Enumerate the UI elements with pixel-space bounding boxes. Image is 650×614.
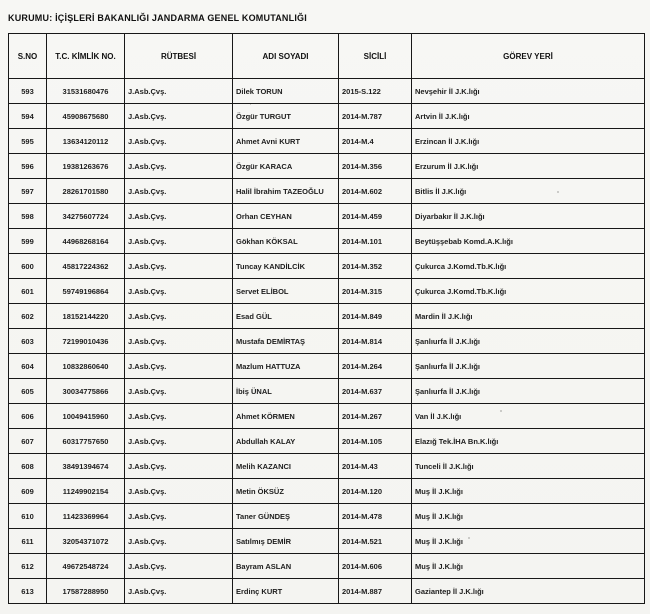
cell-gorev-yeri: Muş İl J.K.lığı	[412, 529, 645, 554]
cell-sicili: 2014-M.814	[339, 329, 412, 354]
table-row	[9, 329, 645, 354]
cell-sicili: 2014-M.787	[339, 104, 412, 129]
cell-s-no: 600	[9, 254, 47, 279]
col-s-no: S.NO	[9, 34, 47, 79]
cell-rutbesi: J.Asb.Çvş.	[125, 504, 233, 529]
cell-rutbesi: J.Asb.Çvş.	[125, 329, 233, 354]
table-row	[9, 254, 645, 279]
cell-s-no: 612	[9, 554, 47, 579]
cell-s-no: 595	[9, 129, 47, 154]
cell-tc-kimlik-no: 10832860640	[47, 354, 125, 379]
cell-s-no: 596	[9, 154, 47, 179]
cell-s-no: 609	[9, 479, 47, 504]
table-row	[9, 79, 645, 104]
cell-gorev-yeri: Şanlıurfa İl J.K.lığı	[412, 329, 645, 354]
cell-gorev-yeri: Beytüşşebab Komd.A.K.lığı	[412, 229, 645, 254]
cell-rutbesi: J.Asb.Çvş.	[125, 529, 233, 554]
cell-adi-soyadi: Mazlum HATTUZA	[233, 354, 339, 379]
cell-tc-kimlik-no: 44968268164	[47, 229, 125, 254]
cell-gorev-yeri: Şanlıurfa İl J.K.lığı	[412, 354, 645, 379]
cell-sicili: 2014-M.4	[339, 129, 412, 154]
cell-sicili: 2014-M.637	[339, 379, 412, 404]
cell-gorev-yeri: Tunceli İl J.K.lığı	[412, 454, 645, 479]
cell-rutbesi: J.Asb.Çvş.	[125, 254, 233, 279]
cell-s-no: 607	[9, 429, 47, 454]
cell-gorev-yeri: Elazığ Tek.İHA Bn.K.lığı	[412, 429, 645, 454]
cell-adi-soyadi: Servet ELİBOL	[233, 279, 339, 304]
cell-sicili: 2014-M.887	[339, 579, 412, 604]
cell-rutbesi: J.Asb.Çvş.	[125, 404, 233, 429]
table-row	[9, 354, 645, 379]
cell-sicili: 2014-M.459	[339, 204, 412, 229]
table-row	[9, 204, 645, 229]
table-row	[9, 504, 645, 529]
cell-rutbesi: J.Asb.Çvş.	[125, 229, 233, 254]
cell-rutbesi: J.Asb.Çvş.	[125, 379, 233, 404]
cell-adi-soyadi: Tuncay KANDİLCİK	[233, 254, 339, 279]
table-row	[9, 279, 645, 304]
table-row	[9, 104, 645, 129]
cell-adi-soyadi: Ahmet KÖRMEN	[233, 404, 339, 429]
cell-gorev-yeri: Mardin İl J.K.lığı	[412, 304, 645, 329]
cell-adi-soyadi: Abdullah KALAY	[233, 429, 339, 454]
cell-rutbesi: J.Asb.Çvş.	[125, 479, 233, 504]
cell-gorev-yeri: Diyarbakır İl J.K.lığı	[412, 204, 645, 229]
cell-s-no: 611	[9, 529, 47, 554]
cell-adi-soyadi: Satılmış DEMİR	[233, 529, 339, 554]
cell-adi-soyadi: Özgür KARACA	[233, 154, 339, 179]
cell-gorev-yeri: Muş İl J.K.lığı	[412, 554, 645, 579]
cell-gorev-yeri: Erzincan İl J.K.lığı	[412, 129, 645, 154]
cell-adi-soyadi: Özgür TURGUT	[233, 104, 339, 129]
cell-s-no: 606	[9, 404, 47, 429]
cell-s-no: 608	[9, 454, 47, 479]
cell-gorev-yeri: Çukurca J.Komd.Tb.K.lığı	[412, 254, 645, 279]
cell-rutbesi: J.Asb.Çvş.	[125, 454, 233, 479]
cell-sicili: 2014-M.849	[339, 304, 412, 329]
cell-sicili: 2014-M.478	[339, 504, 412, 529]
cell-tc-kimlik-no: 49672548724	[47, 554, 125, 579]
cell-tc-kimlik-no: 18152144220	[47, 304, 125, 329]
cell-rutbesi: J.Asb.Çvş.	[125, 129, 233, 154]
cell-adi-soyadi: Mustafa DEMİRTAŞ	[233, 329, 339, 354]
cell-tc-kimlik-no: 19381263676	[47, 154, 125, 179]
cell-tc-kimlik-no: 10049415960	[47, 404, 125, 429]
cell-tc-kimlik-no: 34275607724	[47, 204, 125, 229]
cell-gorev-yeri: Çukurca J.Komd.Tb.K.lığı	[412, 279, 645, 304]
cell-tc-kimlik-no: 13634120112	[47, 129, 125, 154]
cell-adi-soyadi: Halil İbrahim TAZEOĞLU	[233, 179, 339, 204]
cell-tc-kimlik-no: 59749196864	[47, 279, 125, 304]
table-row	[9, 479, 645, 504]
table-row	[9, 429, 645, 454]
cell-s-no: 602	[9, 304, 47, 329]
cell-adi-soyadi: İbiş ÜNAL	[233, 379, 339, 404]
cell-s-no: 605	[9, 379, 47, 404]
table-row	[9, 129, 645, 154]
cell-sicili: 2014-M.267	[339, 404, 412, 429]
cell-rutbesi: J.Asb.Çvş.	[125, 304, 233, 329]
cell-s-no: 599	[9, 229, 47, 254]
table-row	[9, 554, 645, 579]
cell-rutbesi: J.Asb.Çvş.	[125, 204, 233, 229]
cell-rutbesi: J.Asb.Çvş.	[125, 579, 233, 604]
document-title: KURUMU: İÇİŞLERİ BAKANLIĞI JANDARMA GENEL KOMUTANLIĞI	[8, 12, 307, 24]
cell-tc-kimlik-no: 28261701580	[47, 179, 125, 204]
cell-sicili: 2014-M.356	[339, 154, 412, 179]
cell-gorev-yeri: Muş İl J.K.lığı	[412, 479, 645, 504]
cell-rutbesi: J.Asb.Çvş.	[125, 429, 233, 454]
cell-sicili: 2014-M.602	[339, 179, 412, 204]
cell-sicili: 2015-S.122	[339, 79, 412, 104]
cell-rutbesi: J.Asb.Çvş.	[125, 554, 233, 579]
cell-tc-kimlik-no: 60317757650	[47, 429, 125, 454]
cell-adi-soyadi: Melih KAZANCI	[233, 454, 339, 479]
cell-rutbesi: J.Asb.Çvş.	[125, 179, 233, 204]
cell-sicili: 2014-M.120	[339, 479, 412, 504]
cell-adi-soyadi: Esad GÜL	[233, 304, 339, 329]
cell-adi-soyadi: Taner GÜNDEŞ	[233, 504, 339, 529]
scan-speck	[500, 410, 502, 412]
cell-s-no: 594	[9, 104, 47, 129]
cell-s-no: 604	[9, 354, 47, 379]
cell-adi-soyadi: Dilek TORUN	[233, 79, 339, 104]
table-row	[9, 229, 645, 254]
table-row	[9, 179, 645, 204]
cell-adi-soyadi: Metin ÖKSÜZ	[233, 479, 339, 504]
table-row	[9, 154, 645, 179]
scan-speck	[468, 537, 470, 539]
cell-sicili: 2014-M.315	[339, 279, 412, 304]
cell-gorev-yeri: Van İl J.K.lığı	[412, 404, 645, 429]
cell-rutbesi: J.Asb.Çvş.	[125, 104, 233, 129]
cell-adi-soyadi: Bayram ASLAN	[233, 554, 339, 579]
table-row	[9, 529, 645, 554]
table-header-row	[9, 34, 645, 79]
cell-sicili: 2014-M.521	[339, 529, 412, 554]
cell-rutbesi: J.Asb.Çvş.	[125, 79, 233, 104]
cell-s-no: 593	[9, 79, 47, 104]
cell-tc-kimlik-no: 38491394674	[47, 454, 125, 479]
cell-gorev-yeri: Muş İl J.K.lığı	[412, 504, 645, 529]
cell-sicili: 2014-M.105	[339, 429, 412, 454]
cell-s-no: 613	[9, 579, 47, 604]
cell-tc-kimlik-no: 45908675680	[47, 104, 125, 129]
scan-speck	[557, 191, 559, 193]
cell-sicili: 2014-M.101	[339, 229, 412, 254]
cell-tc-kimlik-no: 11423369964	[47, 504, 125, 529]
cell-adi-soyadi: Gökhan KÖKSAL	[233, 229, 339, 254]
cell-s-no: 598	[9, 204, 47, 229]
cell-gorev-yeri: Bitlis İl J.K.lığı	[412, 179, 645, 204]
cell-rutbesi: J.Asb.Çvş.	[125, 154, 233, 179]
cell-gorev-yeri: Şanlıurfa İl J.K.lığı	[412, 379, 645, 404]
table-row	[9, 454, 645, 479]
col-gorev-yeri: GÖREV YERİ	[412, 34, 645, 79]
table-row	[9, 379, 645, 404]
table-row	[9, 304, 645, 329]
cell-s-no: 603	[9, 329, 47, 354]
cell-tc-kimlik-no: 72199010436	[47, 329, 125, 354]
cell-adi-soyadi: Ahmet Avni KURT	[233, 129, 339, 154]
cell-sicili: 2014-M.43	[339, 454, 412, 479]
cell-tc-kimlik-no: 32054371072	[47, 529, 125, 554]
cell-gorev-yeri: Nevşehir İl J.K.lığı	[412, 79, 645, 104]
cell-sicili: 2014-M.352	[339, 254, 412, 279]
col-sicili: SİCİLİ	[339, 34, 412, 79]
cell-tc-kimlik-no: 17587288950	[47, 579, 125, 604]
cell-adi-soyadi: Erdinç KURT	[233, 579, 339, 604]
cell-gorev-yeri: Erzurum İl J.K.lığı	[412, 154, 645, 179]
scan-speck	[250, 104, 251, 105]
col-adi-soyadi: ADI SOYADI	[233, 34, 339, 79]
personnel-table	[8, 33, 645, 604]
col-tc-kimlik-no: T.C. KİMLİK NO.	[47, 34, 125, 79]
cell-rutbesi: J.Asb.Çvş.	[125, 279, 233, 304]
cell-tc-kimlik-no: 45817224362	[47, 254, 125, 279]
cell-adi-soyadi: Orhan CEYHAN	[233, 204, 339, 229]
table-row	[9, 579, 645, 604]
cell-tc-kimlik-no: 31531680476	[47, 79, 125, 104]
cell-s-no: 610	[9, 504, 47, 529]
cell-s-no: 597	[9, 179, 47, 204]
cell-rutbesi: J.Asb.Çvş.	[125, 354, 233, 379]
col-rutbesi: RÜTBESİ	[125, 34, 233, 79]
cell-tc-kimlik-no: 30034775866	[47, 379, 125, 404]
cell-s-no: 601	[9, 279, 47, 304]
cell-gorev-yeri: Artvin İl J.K.lığı	[412, 104, 645, 129]
cell-tc-kimlik-no: 11249902154	[47, 479, 125, 504]
personnel-table-body	[9, 79, 645, 604]
table-row	[9, 404, 645, 429]
cell-gorev-yeri: Gaziantep İl J.K.lığı	[412, 579, 645, 604]
cell-sicili: 2014-M.264	[339, 354, 412, 379]
cell-sicili: 2014-M.606	[339, 554, 412, 579]
